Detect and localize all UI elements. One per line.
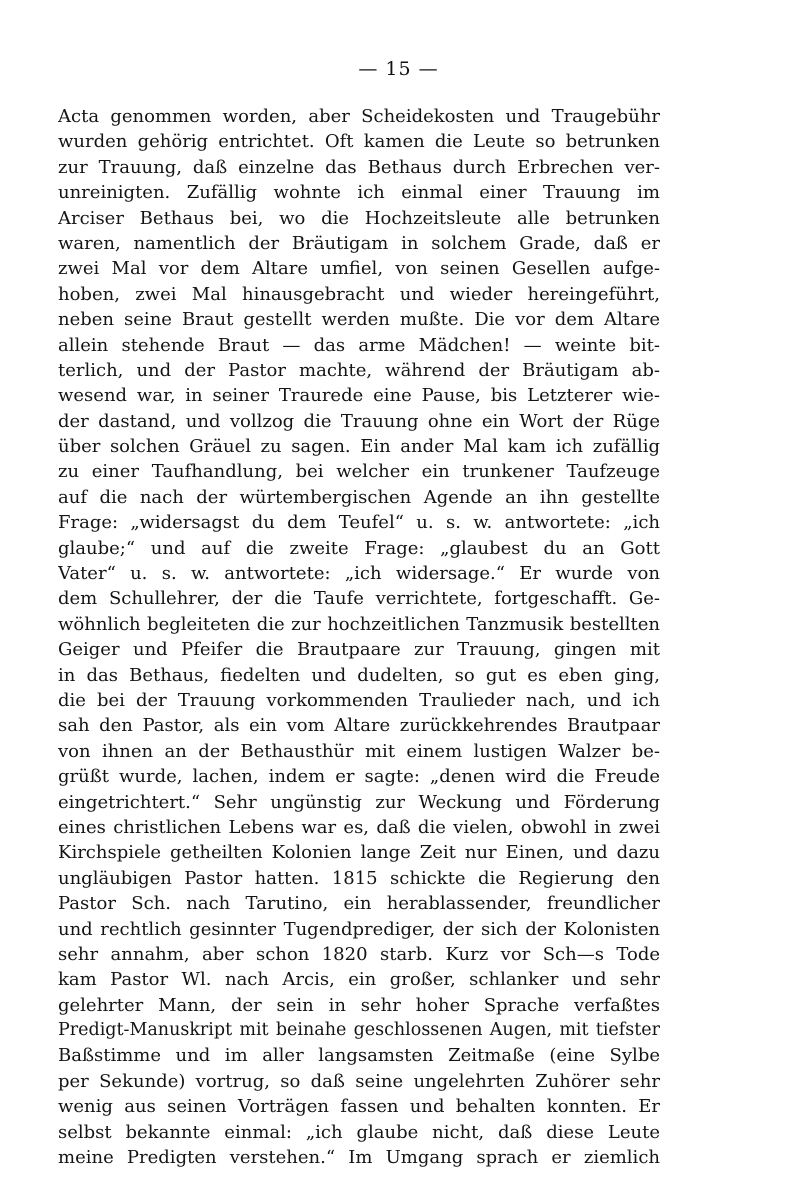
text-line: wenig aus seinen Vorträgen fassen und behalten konnten. Er xyxy=(58,1096,660,1118)
page-number: — 15 — xyxy=(358,58,439,80)
text-line: von ihnen an der Bethausthür mit einem lustigen Walzer be- xyxy=(58,740,660,762)
text-line: zwei Mal vor dem Altare umfiel, von seinen Gesellen aufge- xyxy=(58,258,660,280)
text-line: waren, namentlich der Bräutigam in solchem Grade, daß er xyxy=(58,232,660,254)
text-line: ungläubigen Pastor hatten. 1815 schickte die Regierung den xyxy=(58,867,660,889)
text-line: auf die nach der würtembergischen Agende an ihn gestellte xyxy=(58,486,660,508)
text-line: kam Pastor Wl. nach Arcis, ein großer, schlanker und sehr xyxy=(58,969,660,991)
text-line: dem Schullehrer, der die Taufe verrichtete, fortgeschafft. Ge- xyxy=(58,588,660,610)
text-line: zur Trauung, daß einzelne das Bethaus durch Erbrechen ver- xyxy=(58,156,660,178)
text-line: wöhnlich begleiteten die zur hochzeitlichen Tanzmusik bestellten xyxy=(58,613,660,635)
text-line: unreinigten. Zufällig wohnte ich einmal einer Trauung im xyxy=(58,182,660,204)
text-line: sah den Pastor, als ein vom Altare zurückkehrendes Brautpaar xyxy=(58,715,660,737)
body-text xyxy=(58,104,660,1170)
text-line: eines christlichen Lebens war es, daß die vielen, obwohl in zwei xyxy=(58,816,660,838)
text-line: Arciser Bethaus bei, wo die Hochzeitsleute alle betrunken xyxy=(58,207,660,229)
text-line: Kirchspiele getheilten Kolonien lange Zeit nur Einen, und dazu xyxy=(58,842,660,864)
text-line: eingetrichtert.“ Sehr ungünstig zur Weckung und Förderung xyxy=(58,791,660,813)
text-line: per Sekunde) vortrug, so daß seine ungelehrten Zuhörer sehr xyxy=(58,1070,660,1092)
text-line: terlich, und der Pastor machte, während der Bräutigam ab- xyxy=(58,359,660,381)
text-line: wesend war, in seiner Traurede eine Pause, bis Letzterer wie- xyxy=(58,385,660,407)
text-line: Frage: „widersagst du dem Teufel“ u. s. w. antwortete: „ich xyxy=(58,512,660,534)
text-line: glaube;“ und auf die zweite Frage: „glaubest du an Gott xyxy=(58,537,660,559)
text-line: Predigt-Manuskript mit beinahe geschlossenen Augen, mit tiefster xyxy=(58,1020,660,1041)
text-line: und rechtlich gesinnter Tugendprediger, der sich der Kolonisten xyxy=(58,918,660,940)
text-line: allein stehende Braut — das arme Mädchen! — weinte bit- xyxy=(58,334,660,356)
text-line: selbst bekannte einmal: „ich glaube nicht, daß diese Leute xyxy=(58,1121,660,1143)
text-line: die bei der Trauung vorkommenden Traulieder nach, und ich xyxy=(58,689,660,711)
text-line: Acta genommen worden, aber Scheidekosten und Traugebühr xyxy=(58,106,660,127)
text-line: in das Bethaus, fiedelten und dudelten, so gut es eben ging, xyxy=(58,664,660,686)
text-line: wurden gehörig entrichtet. Oft kamen die Leute so betrunken xyxy=(58,131,660,153)
text-line: hoben, zwei Mal hinausgebracht und wieder hereingeführt, xyxy=(58,283,660,305)
text-line: Baßstimme und im aller langsamsten Zeitmaße (eine Sylbe xyxy=(58,1045,660,1067)
text-line: der dastand, und vollzog die Trauung ohne ein Wort der Rüge xyxy=(58,410,660,432)
text-line: neben seine Braut gestellt werden mußte. Die vor dem Altare xyxy=(58,309,660,331)
text-line: grüßt wurde, lachen, indem er sagte: „denen wird die Freude xyxy=(58,766,660,788)
text-line: Geiger und Pfeifer die Brautpaare zur Trauung, gingen mit xyxy=(58,639,660,661)
text-line: gelehrter Mann, der sein in sehr hoher Sprache verfaßtes xyxy=(58,994,660,1016)
text-line: über solchen Gräuel zu sagen. Ein ander Mal kam ich zufällig xyxy=(58,436,660,458)
text-line: Pastor Sch. nach Tarutino, ein herablassender, freundlicher xyxy=(58,893,660,915)
text-line: zu einer Taufhandlung, bei welcher ein trunkener Taufzeuge xyxy=(58,461,660,483)
text-line: sehr annahm, aber schon 1820 starb. Kurz vor Sch—s Tode xyxy=(58,943,660,965)
text-line: meine Predigten verstehen.“ Im Umgang sprach er ziemlich xyxy=(58,1147,660,1169)
text-line: Vater“ u. s. w. antwortete: „ich widersage.“ Er wurde von xyxy=(58,563,660,585)
